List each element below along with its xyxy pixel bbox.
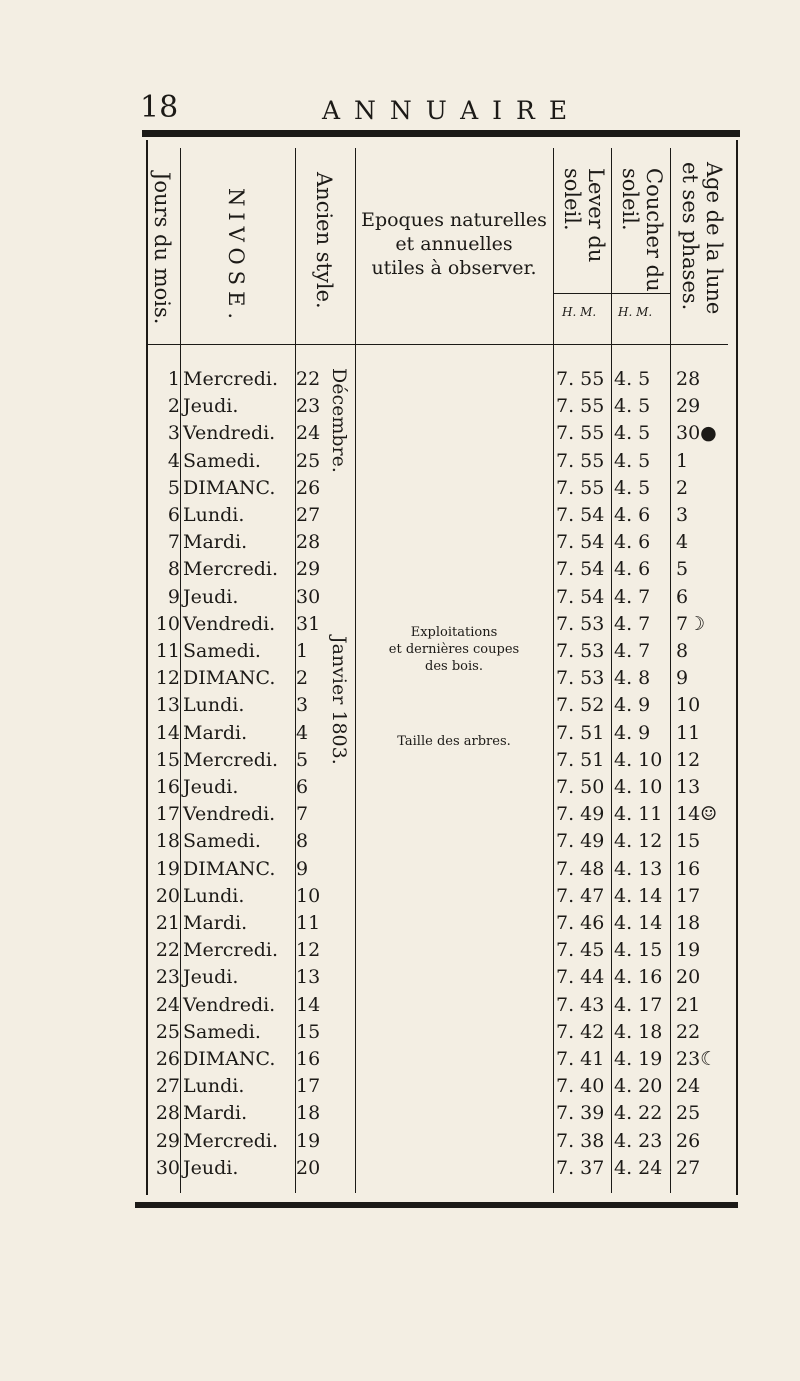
row-set: 4. 10 xyxy=(614,748,663,771)
row-day: 1 xyxy=(167,368,180,390)
row-day: 17 xyxy=(155,803,180,826)
row-rise: 7. 40 xyxy=(556,1075,605,1098)
row-name: Jeudi. xyxy=(183,776,239,798)
row-day: 11 xyxy=(155,640,180,662)
row-name: Samedi. xyxy=(183,830,261,853)
epoque-exploitations-line-2: et dernières coupes xyxy=(388,642,520,657)
row-os: 16 xyxy=(296,1048,321,1070)
row-day: 20 xyxy=(155,884,180,907)
row-name: Mercredi. xyxy=(183,558,279,581)
row-rise: 7. 54 xyxy=(556,531,605,554)
row-moon: 12 xyxy=(676,748,701,771)
row-day: 7 xyxy=(167,531,180,554)
row-set: 4. 14 xyxy=(614,912,663,934)
row-set: 4. 5 xyxy=(614,395,651,418)
row-name: Mercredi. xyxy=(183,939,279,962)
row-day: 10 xyxy=(155,612,180,635)
row-moon: 26 xyxy=(676,1129,701,1152)
row-rise: 7. 53 xyxy=(556,640,605,662)
row-day: 28 xyxy=(155,1102,180,1125)
epoque-taille: Taille des arbres. xyxy=(397,734,511,749)
row-set: 4. 7 xyxy=(614,585,651,608)
row-set: 4. 10 xyxy=(614,776,663,798)
col-header-jours: Jours du mois. xyxy=(150,172,174,325)
row-name: Lundi. xyxy=(183,504,245,526)
row-os: 18 xyxy=(296,1102,321,1125)
row-os: 2 xyxy=(296,667,309,690)
row-os: 29 xyxy=(296,558,321,581)
row-os: 11 xyxy=(296,912,321,934)
divider-coucher xyxy=(670,148,671,1193)
row-name: Mercredi. xyxy=(183,368,279,390)
row-os: 7 xyxy=(296,803,309,826)
row-moon: 29 xyxy=(676,395,701,418)
row-os: 9 xyxy=(296,857,309,880)
row-moon: 7☽ xyxy=(676,612,706,635)
row-os: 1 xyxy=(296,640,309,662)
top-rule xyxy=(142,130,740,137)
row-name: Jeudi. xyxy=(183,395,239,418)
row-name: Jeudi. xyxy=(183,585,239,608)
row-os: 17 xyxy=(296,1075,321,1098)
row-rise: 7. 43 xyxy=(556,993,605,1016)
row-os: 26 xyxy=(296,476,321,499)
row-set: 4. 6 xyxy=(614,531,651,554)
row-os: 10 xyxy=(296,884,321,907)
row-moon: 28 xyxy=(676,368,701,390)
header-rule xyxy=(148,344,728,345)
row-name: Mardi. xyxy=(183,531,248,554)
row-os: 25 xyxy=(296,449,321,472)
row-day: 3 xyxy=(167,422,180,445)
epoque-exploitations-line-1: Exploitations xyxy=(410,625,498,640)
row-rise: 7. 45 xyxy=(556,939,605,962)
row-rise: 7. 53 xyxy=(556,612,605,635)
row-rise: 7. 49 xyxy=(556,803,605,826)
row-os: 23 xyxy=(296,395,321,418)
row-name: Vendredi. xyxy=(183,612,276,635)
row-rise: 7. 46 xyxy=(556,912,605,934)
row-rise: 7. 55 xyxy=(556,422,605,445)
row-rise: 7. 54 xyxy=(556,558,605,581)
col-header-lune: Age de la lune et ses phases. xyxy=(678,162,726,315)
row-set: 4. 15 xyxy=(614,939,663,962)
row-os: 8 xyxy=(296,830,309,853)
row-set: 4. 5 xyxy=(614,368,651,390)
row-rise: 7. 42 xyxy=(556,1020,605,1043)
row-day: 19 xyxy=(155,857,180,880)
row-day: 24 xyxy=(155,993,180,1016)
row-set: 4. 23 xyxy=(614,1129,663,1152)
epoque-exploitations-line-3: des bois. xyxy=(425,659,483,674)
row-os: 5 xyxy=(296,748,309,771)
row-os: 13 xyxy=(296,966,321,989)
row-rise: 7. 55 xyxy=(556,368,605,390)
row-os: 6 xyxy=(296,776,309,798)
row-day: 15 xyxy=(155,748,180,771)
row-set: 4. 7 xyxy=(614,640,651,662)
row-moon: 2 xyxy=(676,476,689,499)
row-moon: 5 xyxy=(676,558,689,581)
row-rise: 7. 39 xyxy=(556,1102,605,1125)
row-rise: 7. 48 xyxy=(556,857,605,880)
row-os: 12 xyxy=(296,939,321,962)
epoque-exploitations xyxy=(356,624,552,675)
row-rise: 7. 52 xyxy=(556,694,605,717)
row-moon: 15 xyxy=(676,830,701,853)
bottom-rule xyxy=(135,1202,738,1208)
row-day: 26 xyxy=(155,1048,180,1070)
row-moon: 24 xyxy=(676,1075,701,1098)
row-rise: 7. 53 xyxy=(556,667,605,690)
row-day: 21 xyxy=(155,912,180,934)
row-os: 28 xyxy=(296,531,321,554)
row-name: Mardi. xyxy=(183,912,248,934)
row-set: 4. 17 xyxy=(614,993,663,1016)
row-set: 4. 12 xyxy=(614,830,663,853)
row-os: 4 xyxy=(296,721,309,744)
col-header-ancien: Ancien style. xyxy=(312,172,336,309)
row-name: Mardi. xyxy=(183,721,248,744)
running-head: ANNUAIRE xyxy=(322,96,582,125)
row-moon: 22 xyxy=(676,1020,701,1043)
row-day: 8 xyxy=(167,558,180,581)
month-label-janvier: Janvier 1803. xyxy=(328,636,350,765)
row-name: DIMANC. xyxy=(183,1048,276,1070)
row-name: Vendredi. xyxy=(183,803,276,826)
row-set: 4. 9 xyxy=(614,721,651,744)
row-moon: 27 xyxy=(676,1156,701,1179)
row-day: 14 xyxy=(155,721,180,744)
row-day: 6 xyxy=(167,504,180,526)
row-name: Mercredi. xyxy=(183,748,279,771)
row-rise: 7. 54 xyxy=(556,585,605,608)
row-set: 4. 20 xyxy=(614,1075,663,1098)
row-day: 16 xyxy=(155,776,180,798)
row-moon: 25 xyxy=(676,1102,701,1125)
row-day: 30 xyxy=(155,1156,180,1179)
row-set: 4. 18 xyxy=(614,1020,663,1043)
row-os: 15 xyxy=(296,1020,321,1043)
row-name: Jeudi. xyxy=(183,966,239,989)
row-name: Lundi. xyxy=(183,1075,245,1098)
row-set: 4. 22 xyxy=(614,1102,663,1125)
row-rise: 7. 51 xyxy=(556,721,605,744)
row-rise: 7. 44 xyxy=(556,966,605,989)
row-os: 22 xyxy=(296,368,321,390)
row-os: 20 xyxy=(296,1156,321,1179)
row-moon: 30● xyxy=(676,422,717,445)
row-rise: 7. 55 xyxy=(556,476,605,499)
row-set: 4. 6 xyxy=(614,558,651,581)
row-set: 4. 9 xyxy=(614,694,651,717)
row-os: 31 xyxy=(296,612,321,635)
hm-label-lever: H. M. xyxy=(562,305,597,319)
row-moon: 6 xyxy=(676,585,689,608)
row-moon: 21 xyxy=(676,993,701,1016)
row-set: 4. 13 xyxy=(614,857,663,880)
row-moon: 3 xyxy=(676,504,689,526)
row-name: DIMANC. xyxy=(183,476,276,499)
row-moon: 23☾ xyxy=(676,1048,718,1070)
divider-lever xyxy=(611,148,612,1193)
row-day: 18 xyxy=(155,830,180,853)
row-name: Mardi. xyxy=(183,1102,248,1125)
row-moon: 10 xyxy=(676,694,701,717)
row-day: 23 xyxy=(155,966,180,989)
row-os: 30 xyxy=(296,585,321,608)
row-moon: 19 xyxy=(676,939,701,962)
row-moon: 9 xyxy=(676,667,689,690)
page-number: 18 xyxy=(140,90,179,125)
row-set: 4. 24 xyxy=(614,1156,663,1179)
row-name: Samedi. xyxy=(183,640,261,662)
row-rise: 7. 38 xyxy=(556,1129,605,1152)
row-name: Vendredi. xyxy=(183,993,276,1016)
row-rise: 7. 49 xyxy=(556,830,605,853)
row-moon: 4 xyxy=(676,531,689,554)
row-set: 4. 5 xyxy=(614,476,651,499)
row-moon: 20 xyxy=(676,966,701,989)
row-os: 24 xyxy=(296,422,321,445)
row-day: 2 xyxy=(167,395,180,418)
row-moon: 11 xyxy=(676,721,701,744)
col-header-lever: Lever du soleil. xyxy=(560,168,608,263)
row-name: Samedi. xyxy=(183,449,261,472)
row-name: Jeudi. xyxy=(183,1156,239,1179)
row-moon: 14☺ xyxy=(676,803,718,826)
row-rise: 7. 51 xyxy=(556,748,605,771)
row-name: Vendredi. xyxy=(183,422,276,445)
row-day: 4 xyxy=(167,449,180,472)
row-set: 4. 7 xyxy=(614,612,651,635)
epoques-line-3: utiles à observer. xyxy=(371,257,537,279)
epoques-line-2: et annuelles xyxy=(395,233,513,255)
col-header-epoques xyxy=(356,208,552,280)
row-set: 4. 5 xyxy=(614,449,651,472)
row-day: 9 xyxy=(167,585,180,608)
row-rise: 7. 37 xyxy=(556,1156,605,1179)
divider-jours xyxy=(180,148,181,1193)
row-day: 22 xyxy=(155,939,180,962)
row-name: Lundi. xyxy=(183,694,245,717)
row-rise: 7. 54 xyxy=(556,504,605,526)
row-moon: 8 xyxy=(676,640,689,662)
row-set: 4. 5 xyxy=(614,422,651,445)
row-rise: 7. 47 xyxy=(556,884,605,907)
hm-rule xyxy=(553,293,671,294)
row-rise: 7. 50 xyxy=(556,776,605,798)
row-os: 14 xyxy=(296,993,321,1016)
col-header-nivose: NIVOSE. xyxy=(224,188,248,326)
col-header-coucher: Coucher du soleil. xyxy=(618,168,666,292)
row-rise: 7. 41 xyxy=(556,1048,605,1070)
row-moon: 17 xyxy=(676,884,701,907)
row-set: 4. 6 xyxy=(614,504,651,526)
row-rise: 7. 55 xyxy=(556,449,605,472)
row-moon: 16 xyxy=(676,857,701,880)
row-set: 4. 14 xyxy=(614,884,663,907)
row-os: 3 xyxy=(296,694,309,717)
row-name: Mercredi. xyxy=(183,1129,279,1152)
row-name: DIMANC. xyxy=(183,667,276,690)
row-moon: 1 xyxy=(676,449,689,472)
row-day: 27 xyxy=(155,1075,180,1098)
row-set: 4. 19 xyxy=(614,1048,663,1070)
row-day: 5 xyxy=(167,476,180,499)
row-name: DIMANC. xyxy=(183,857,276,880)
row-day: 29 xyxy=(155,1129,180,1152)
row-set: 4. 11 xyxy=(614,803,663,826)
row-set: 4. 8 xyxy=(614,667,651,690)
row-day: 13 xyxy=(155,694,180,717)
row-os: 27 xyxy=(296,504,321,526)
hm-label-coucher: H. M. xyxy=(618,305,653,319)
row-moon: 13 xyxy=(676,776,701,798)
row-name: Lundi. xyxy=(183,884,245,907)
row-rise: 7. 55 xyxy=(556,395,605,418)
row-day: 12 xyxy=(155,667,180,690)
month-label-decembre: Décembre. xyxy=(328,368,350,473)
row-set: 4. 16 xyxy=(614,966,663,989)
epoques-line-1: Epoques naturelles xyxy=(361,209,547,231)
divider-epoques xyxy=(553,148,554,1193)
row-day: 25 xyxy=(155,1020,180,1043)
row-name: Samedi. xyxy=(183,1020,261,1043)
row-moon: 18 xyxy=(676,912,701,934)
row-os: 19 xyxy=(296,1129,321,1152)
